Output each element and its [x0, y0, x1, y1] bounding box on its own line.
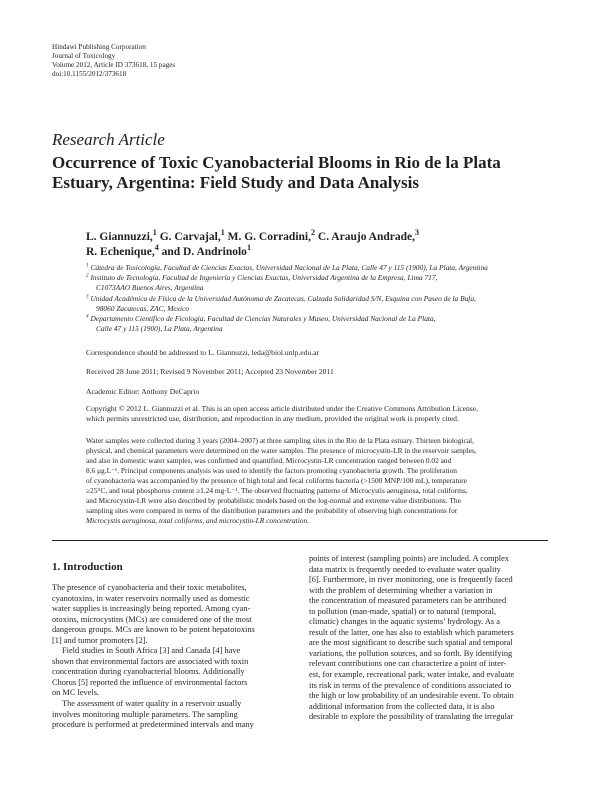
author-line: [86, 245, 556, 260]
publisher: Hindawi Publishing Corporation: [52, 43, 146, 51]
abstract-line: Microcystis aeruginosa, total coliforms, and microcystin-LR concentration.: [86, 516, 309, 525]
author: C. Araujo Andrade,$^3$: [317, 228, 420, 243]
body-line: otoxins, microcystins (MCs) are considered one of the most: [52, 614, 252, 624]
author: G. Carvajal,$^1$: [159, 228, 225, 243]
author: L. Giannuzzi,$^1$: [86, 228, 157, 243]
doi: doi:10.1155/2012/373618: [52, 70, 127, 78]
body-line: points of interest (sampling points) are included. A complex: [309, 554, 509, 563]
author: M. G. Corradini,$^2$: [227, 228, 316, 243]
body-line: variations, the pollution sources, and so forth. By identifying: [309, 648, 513, 658]
volume-info: Volume 2012, Article ID 373618, 15 pages: [52, 61, 176, 69]
body-line: its risk in terms of the prevalence of conditions associated to: [309, 680, 512, 690]
abstract-line: Water samples were collected during 3 years (2004–2007) at three sampling sites in the Rio de la Plata estuary. Thirteen biological,: [86, 436, 474, 445]
abstract-line: of cyanobacteria was accompanied by the presence of high total and fecal coliforms bacteria (>1500 MNP/100 mL), temperature: [86, 476, 467, 485]
affiliation: $^3$ Unidad Académica de Física de la Universidad Autónoma de Zacatecas, Calzada Solidaridad S/N, Esquina con Paseo de la Bufa, 98060 Zacatecas, ZAC, Mexico: [86, 293, 476, 313]
journal-header: [52, 43, 175, 79]
body-line: result of the latter, one has also to establish which parameters: [309, 627, 514, 637]
author: and D. Andrinolo$^1$: [161, 243, 251, 258]
abstract-line: ≥25°C, and total phosphorus content ≥1.24 mg·L⁻¹. The observed fluctuating patterns of Microcystis aeruginosa, total coliforms,: [86, 486, 468, 495]
body-line: procedure is performed at predetermined intervals and many: [52, 720, 254, 730]
title-line: Occurrence of Toxic Cyanobacterial Blooms in Rio de la Plata: [52, 153, 501, 172]
received-dates: Received 28 June 2011; Revised 9 November 2011; Accepted 23 November 2011: [86, 367, 334, 376]
abstract-line: and also in domestic water samples, was confirmed and quantified. Microcystin-LR concentration ranged between 0.02 and: [86, 456, 452, 465]
correspondence: Correspondence should be addressed to L. Giannuzzi, leda@biol.unlp.edu.ar: [86, 348, 320, 357]
body-line: involves monitoring multiple parameters. The sampling: [52, 709, 238, 719]
body-line: dangerous groups. MCs are known to be potent hepatotoxins: [52, 625, 255, 635]
section-divider: [52, 540, 548, 541]
body-line: the concentration of measured parameters can be attributed: [309, 596, 507, 606]
article-type: Research Article: [52, 130, 165, 149]
body-line: Field studies in South Africa [3] and Canada [4] have: [62, 646, 241, 656]
journal-name: Journal of Toxicology: [52, 52, 116, 60]
body-line: Chorus [5] reported the influence of environmental factors: [52, 677, 248, 687]
body-line: The assessment of water quality in a reservoir usually: [62, 699, 242, 709]
body-line: the high or low probability of an undesirable event. To obtain: [309, 691, 514, 701]
section-heading: 1. Introduction: [52, 561, 123, 573]
body-line: additional information from the collected data, it is also: [309, 701, 495, 711]
body-line: relevant contributions one can characterize a point of inter-: [309, 659, 507, 669]
body-line: are the most significant to describe such spatial and temporal: [309, 638, 513, 648]
body-line: The presence of cyanobacteria and their toxic metabolites,: [52, 583, 247, 592]
body-line: with the problem of determining whether a variation in: [309, 585, 493, 595]
copyright: Copyright © 2012 L. Giannuzzi et al. This is an open access article distributed under the Creative Commons Attribution License, which permits unrestricted use, distribution, and reproduction in any medium, provided the original work is properly cited.: [86, 404, 478, 423]
body-line: est, for example, recreational park, water intake, and evaluate: [309, 670, 515, 680]
abstract: [86, 436, 556, 526]
abstract-line: physical, and chemical parameters were determined on the water samples. The presence of microcystin-LR in the reservoir samples,: [86, 446, 477, 455]
affiliation: $^2$ Instituto de Tecnología, Facultad de Ingeniería y Ciencias Exactas, Universidad Argentina de la Empresa, Lima 717, C1073AAO Buenos Aires, Argentina: [86, 272, 438, 293]
body-line: to pollution (man-made, spatial) or to natural (temporal,: [309, 606, 496, 616]
title-line: Estuary, Argentina: Field Study and Data Analysis: [52, 173, 419, 192]
body-line: [1] and tumor promoters [2].: [52, 635, 148, 645]
affiliations: [86, 263, 556, 334]
affiliation: $^1$ Cátedra de Toxicología, Facultad de Ciencias Exactas, Universidad Nacional de La Plata, Calle 47 y 115 (1900), La Plata, Argentina: [86, 262, 488, 272]
body-line: concentration during cyanobacterial blooms. Additionally: [52, 667, 245, 677]
body-line: water supplies is increasingly being reported. Among cyan-: [52, 604, 251, 614]
abstract-line: sampling sites were compared in terms of the distribution parameters and the probability of observing high concentrations for: [86, 506, 458, 515]
abstract-line: and Microcystin-LR were also described by probabilistic models based on the log-normal and extreme value distributions. The: [86, 496, 461, 505]
body-line: desirable to explore the possibility of translating the irregular: [309, 712, 514, 722]
left-column: [52, 583, 291, 731]
body-line: on MC levels.: [52, 688, 100, 698]
body-line: shown that environmental factors are associated with toxin: [52, 656, 249, 666]
abstract-line: 8.6 μg.L⁻¹. Principal components analysis was used to identify the factors promoting cyanobacteria growth. The proliferation: [86, 466, 457, 475]
author-list: [86, 230, 556, 260]
body-line: climatic) changes in the aquatic systems’ hydrology. As a: [309, 617, 500, 627]
academic-editor: Academic Editor: Anthony DeCaprio: [86, 387, 200, 396]
author: R. Echenique,$^4$: [86, 243, 159, 258]
right-column: [309, 554, 548, 723]
body-line: data matrix is frequently needed to evaluate water quality: [309, 564, 501, 574]
body-line: [6]. Furthermore, in river monitoring, one is frequently faced: [309, 575, 513, 585]
article-title: [52, 153, 552, 193]
affiliation: $^4$ Departamento Científico de Ficología, Facultad de Ciencias Naturales y Museo, Universidad Nacional de La Plata, Calle 47 y 115 (1900), La Plata, Argentina: [86, 313, 436, 334]
body-line: cyanotoxins, in water reservoirs normally used as domestic: [52, 593, 250, 603]
